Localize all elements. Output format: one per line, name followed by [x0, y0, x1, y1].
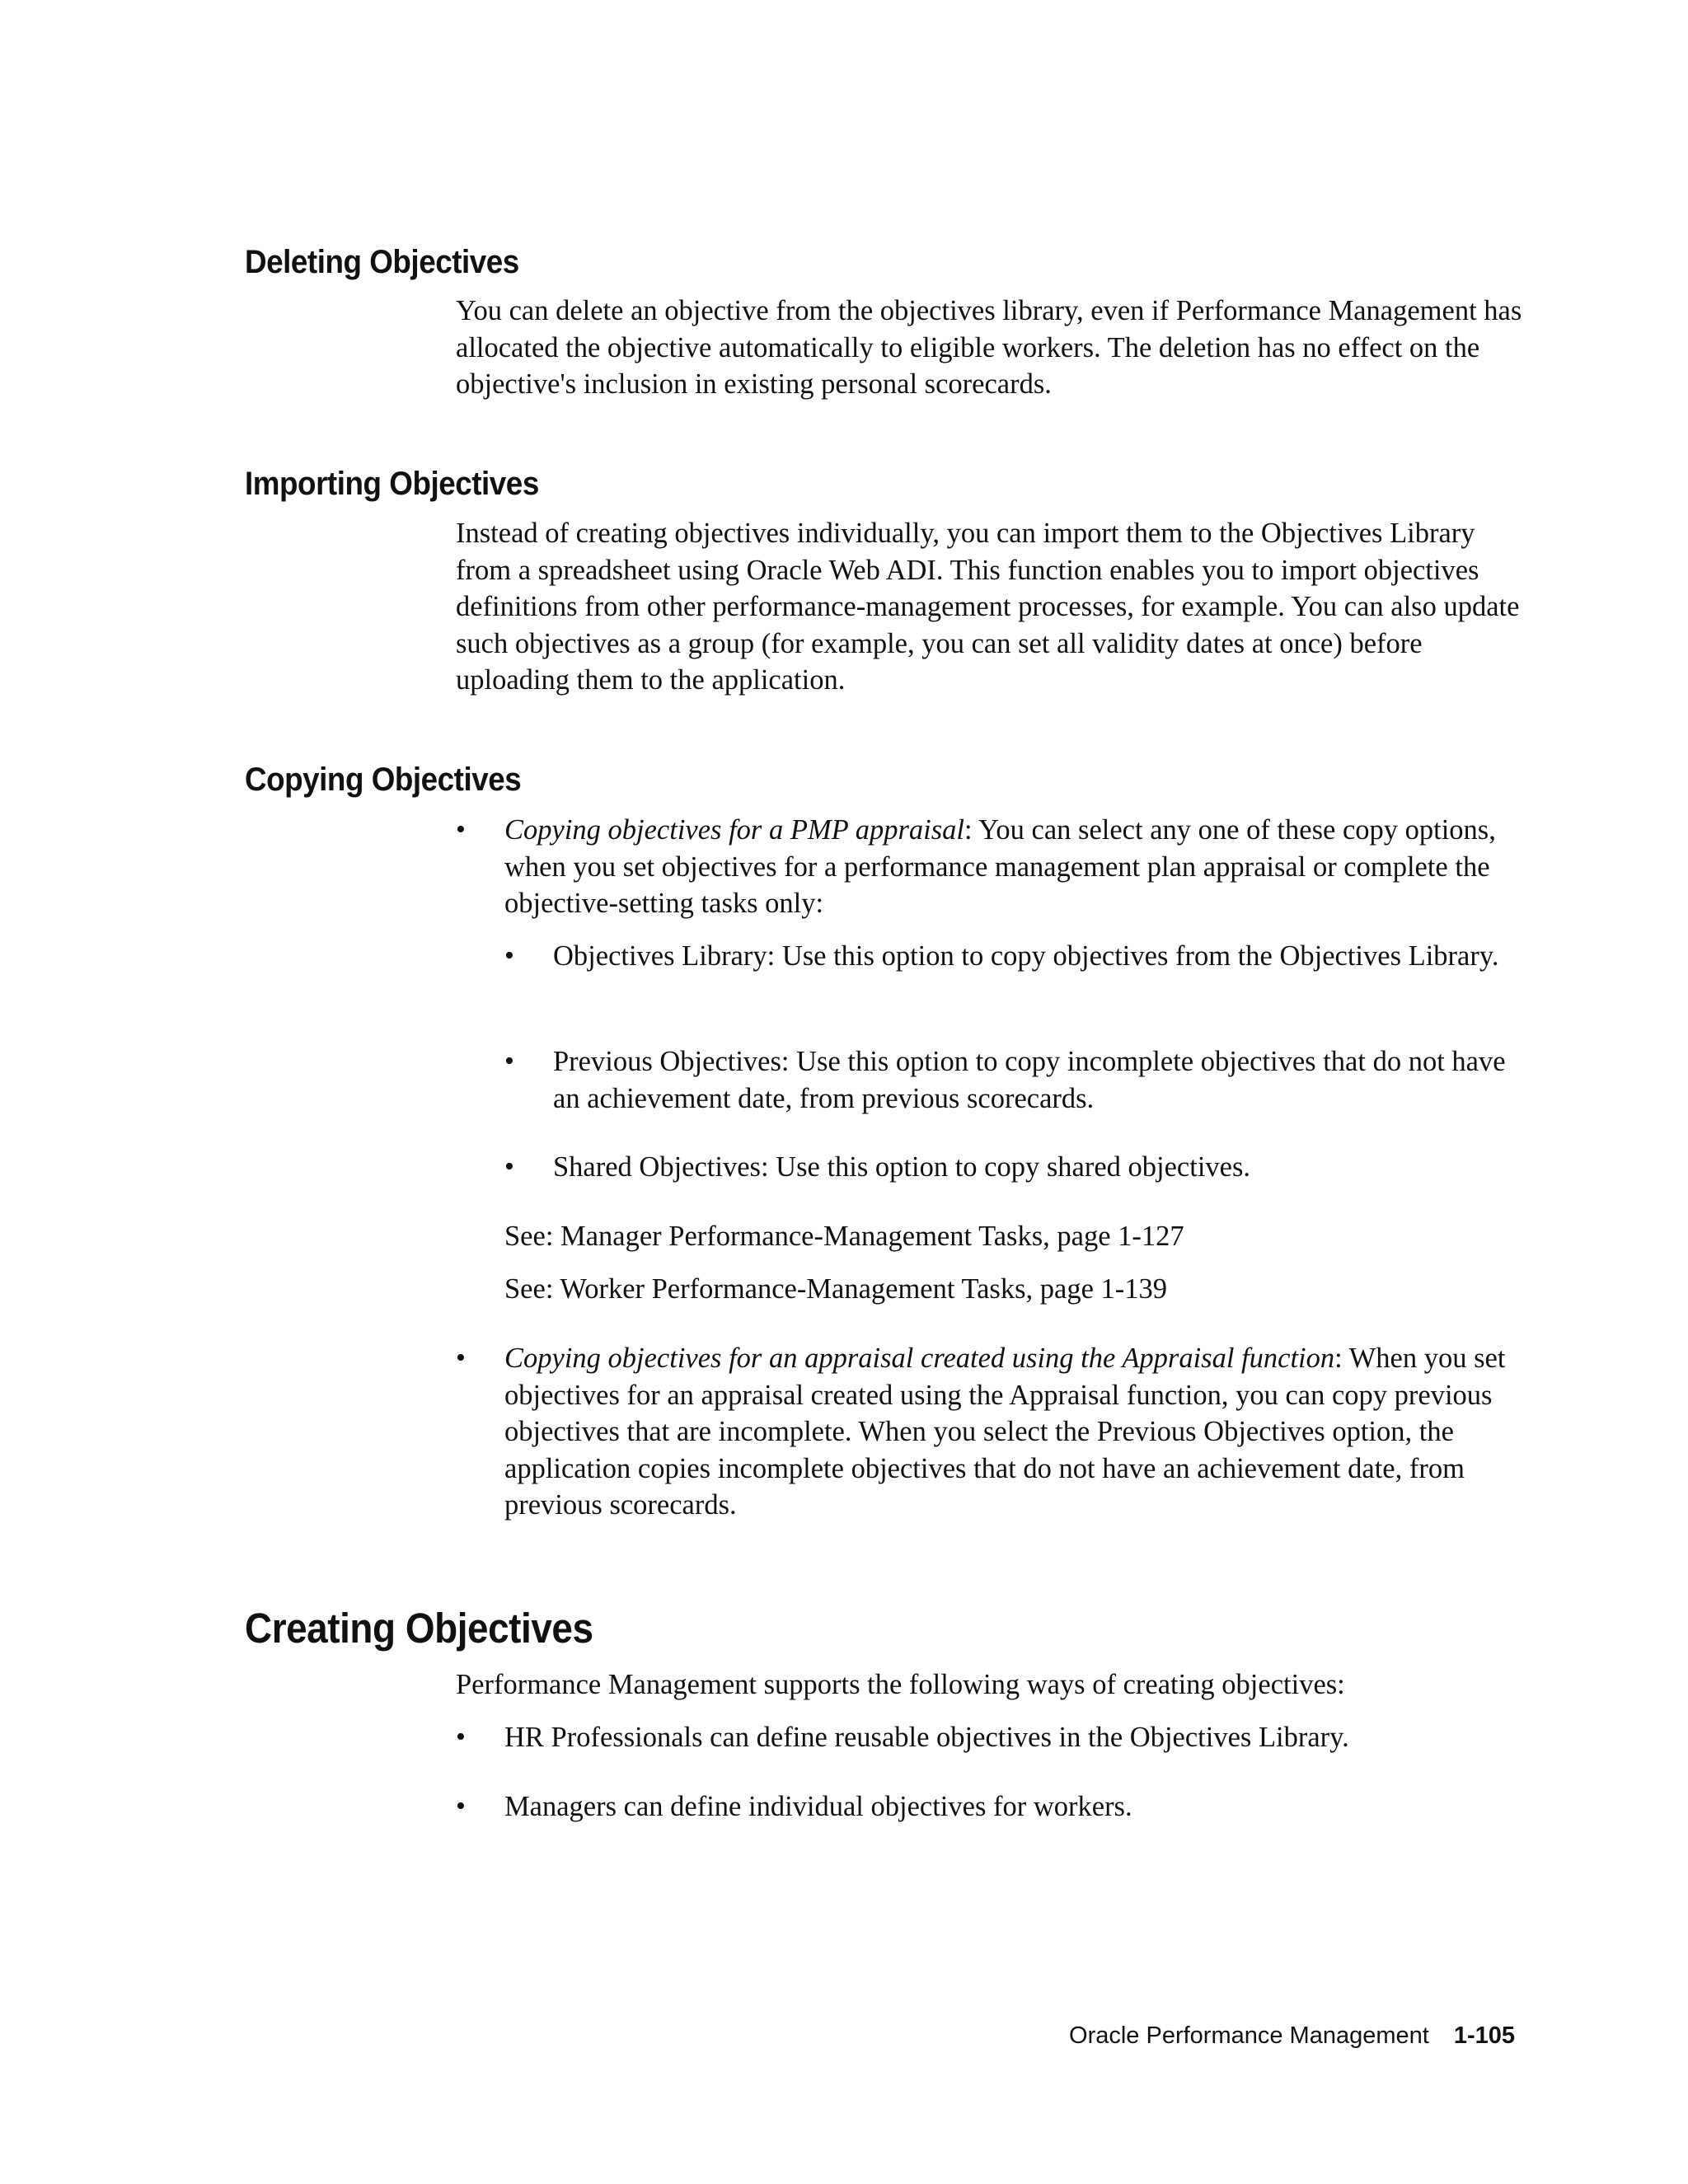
- bullet-icon: •: [456, 1343, 466, 1373]
- list-item: [456, 1340, 1527, 1524]
- bullet-icon: •: [456, 1791, 466, 1821]
- heading-copying-objectives: Copying Objectives: [245, 762, 522, 798]
- list-item: [504, 1149, 1527, 1186]
- heading-importing-objectives: Importing Objectives: [245, 466, 539, 502]
- footer-page-number: 1-105: [1453, 2022, 1515, 2049]
- copying-pmp-description: : You can select any one of these copy options, when you set objectives for a performance management plan appraisal or complete the objective-setting tasks only:: [504, 814, 1496, 919]
- creating-bullet-hr-professionals: HR Professionals can define reusable objectives in the Objectives Library.: [504, 1722, 1349, 1753]
- deleting-objectives-text: You can delete an objective from the objectives library, even if Performance Management has allocated the objective automatically to eligible workers. The deletion has no effect on the objective's inclusion in existing personal scorecards.: [456, 295, 1522, 400]
- bullet-icon: •: [456, 814, 466, 845]
- see-manager-link[interactable]: See: Manager Performance-Management Tasks, page 1-127: [504, 1221, 1184, 1252]
- footer-guide-title: Oracle Performance Management: [1069, 2022, 1429, 2049]
- creating-bullet-managers: Managers can define individual objectives for workers.: [504, 1791, 1132, 1822]
- page-footer: [1069, 2021, 1515, 2050]
- sub-bullet-previous-objectives: Previous Objectives: Use this option to copy incomplete objectives that do not have an achievement date, from previous scorecards.: [553, 1046, 1506, 1114]
- sub-bullet-shared-objectives: Shared Objectives: Use this option to copy shared objectives.: [553, 1151, 1251, 1183]
- list-item: [504, 938, 1527, 975]
- copying-appraisal-description: : When you set objectives for an appraisal created using the Appraisal function, you can copy previous objectives that are incomplete. When you select the Previous Objectives option, the application copies incomplete objectives that do not have an achievement date, from previous scorecards.: [504, 1343, 1506, 1521]
- heading-creating-objectives: Creating Objectives: [245, 1605, 593, 1652]
- importing-objectives-text: Instead of creating objectives individually, you can import them to the Objectives Library from a spreadsheet using Oracle Web ADI. This function enables you to import objectives definitions from other performance-management processes, for example. You can also update such objectives as a group (for example, you can set all validity dates at once) before uploading them to the application.: [456, 518, 1520, 696]
- copying-pmp-bullet-text: [504, 812, 1527, 922]
- list-item: [456, 1788, 1527, 1825]
- copying-appraisal-italic-label: Copying objectives for an appraisal created using the Appraisal function: [504, 1343, 1335, 1374]
- sub-bullet-objectives-library: Objectives Library: Use this option to copy objectives from the Objectives Library.: [553, 940, 1499, 972]
- bullet-icon: •: [504, 1151, 514, 1182]
- list-item: [456, 1719, 1527, 1756]
- copying-pmp-italic-label: Copying objectives for a PMP appraisal: [504, 814, 965, 846]
- list-item: [456, 812, 1527, 922]
- bullet-icon: •: [504, 1046, 514, 1076]
- bullet-icon: •: [456, 1722, 466, 1752]
- copying-appraisal-bullet-text: [504, 1340, 1527, 1524]
- see-worker-link[interactable]: See: Worker Performance-Management Tasks, page 1-139: [504, 1273, 1168, 1305]
- creating-objectives-intro: Performance Management supports the following ways of creating objectives:: [456, 1669, 1345, 1700]
- bullet-icon: •: [504, 940, 514, 971]
- heading-deleting-objectives: Deleting Objectives: [245, 244, 519, 280]
- list-item: [504, 1043, 1527, 1117]
